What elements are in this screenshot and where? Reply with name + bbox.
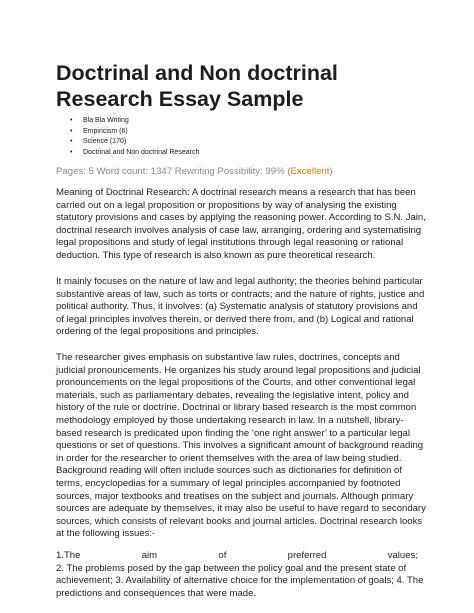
paragraph-line: statutory provisions and cases by applying the reasoning power. According to S.N. Jain, — [56, 212, 426, 224]
rewriting-rating: Excellent — [290, 166, 330, 177]
word-count: Word count: 1347 — [96, 166, 173, 177]
tag-label: Science (170) — [83, 138, 127, 145]
paragraph-line: pronouncements on the legal propositions of the Courts, and other conventional legal — [56, 377, 416, 389]
tag-label: Empiricism (6) — [83, 127, 128, 135]
tag-item[interactable] — [70, 116, 199, 127]
word: values; — [387, 550, 418, 561]
paragraph-line: sources are adequate by themselves, it may also be useful to have regard to secondary — [56, 503, 426, 515]
paragraph-line: sources, major textbooks and treatises on the subject and journals. Although primary — [56, 490, 414, 502]
tag-list — [70, 116, 199, 158]
paragraph-line: methodology employed by those undertaking research in law. In a nutshell, library- — [56, 414, 404, 426]
paragraph-line: terms, encyclopedias for a summary of legal principles accompanied by footnoted — [56, 477, 401, 489]
paragraph-line: political authority. Thus, it involves: (a) Systematic analysis of statutory provisions and — [56, 301, 418, 313]
page-count: Pages: 5 — [56, 166, 94, 177]
paragraph-line: at the following issues:- — [56, 528, 156, 540]
essay-meta — [56, 166, 333, 178]
paragraph-line: in order for the researcher to orient themselves with the area of law being studied. — [56, 452, 402, 464]
paragraph-line: achievement; 3. Availability of alternative choice for the implementation of goals; 4. The — [56, 575, 424, 587]
paragraph-line: The researcher gives emphasis on substantive law rules, doctrines, concepts and — [56, 352, 400, 363]
bullet-icon: • — [70, 127, 73, 135]
word: of — [218, 550, 227, 561]
paragraph-line: deduction. This type of research is also known as pure theoretical research. — [56, 249, 376, 261]
paragraph-line: predictions and consequences that were made. — [56, 587, 257, 599]
title-line-2: Research Essay Sample — [56, 87, 304, 111]
paragraph-line: Meaning of Doctrinal Research: A doctrinal research means a research that has been — [56, 187, 416, 198]
paragraph-line: 2. The problems posed by the gap between the policy goal and the present state of — [56, 562, 407, 574]
tag-label: Bla Bla Writing — [83, 117, 129, 124]
bullet-icon: • — [70, 117, 73, 124]
title-line-1: Doctrinal and Non doctrinal — [56, 61, 338, 85]
paragraph-line: It mainly focuses on the nature of law and legal authority; the theories behind particular — [56, 276, 423, 287]
paragraph-line: based research is predicated upon finding the ‘one right answer’ to a particular legal — [56, 427, 410, 439]
document-title — [56, 60, 436, 112]
bullet-icon: • — [70, 138, 73, 145]
paragraph-3 — [56, 352, 426, 541]
paragraph-line: judicial pronouncements. He organizes his study around legal propositions and judicial — [56, 364, 421, 376]
paragraph-line: ordering of the legal propositions and principles. — [56, 326, 259, 338]
paragraph-line: doctrinal research involves analysis of case law, arranging, ordering and systematising — [56, 224, 422, 236]
tag-item[interactable] — [70, 127, 199, 138]
paragraph-line: Background reading will often include sources such as dictionaries for definition of — [56, 465, 403, 477]
paragraph-2 — [56, 276, 425, 339]
word: aim — [141, 550, 158, 561]
bullet-icon: • — [70, 148, 73, 156]
paragraph-line: of legal principles involves therein, or derived there from, and (b) Logical and rational — [56, 313, 414, 325]
paragraph-line: legal propositions and study of legal institutions through legal reasoning or rational — [56, 237, 404, 249]
paragraph-line: carried out on a legal proposition or propositions by way of analysing the existing — [56, 199, 397, 211]
tag-item[interactable] — [70, 148, 199, 159]
paragraph-line: history of the rule or doctrine. Doctrinal or library based research is the most common — [56, 402, 417, 414]
paragraph-4 — [56, 550, 424, 600]
word: 1.The — [56, 550, 81, 561]
rewriting-rating-close: ) — [329, 166, 333, 177]
rewriting-possibility: Rewriting Possibility: 99% ( — [174, 166, 291, 177]
word: preferred — [287, 550, 327, 561]
paragraph-1 — [56, 187, 426, 263]
paragraph-line: sources, which consists of relevant books and journal articles. Doctrinal research looks — [56, 515, 423, 527]
paragraph-line: questions or set of questions. This involves a significant amount of background reading — [56, 440, 424, 452]
paragraph-line-justified — [56, 550, 418, 563]
tag-item[interactable] — [70, 137, 199, 148]
paragraph-line: materials, such as parliamentary debates, revealing the legislative intent, policy and — [56, 389, 409, 401]
paragraph-line: substantive areas of law, such as torts or contracts; and the nature of rights, justice and — [56, 288, 425, 300]
tag-label: Doctrinal and Non doctrinal Research — [83, 148, 200, 156]
